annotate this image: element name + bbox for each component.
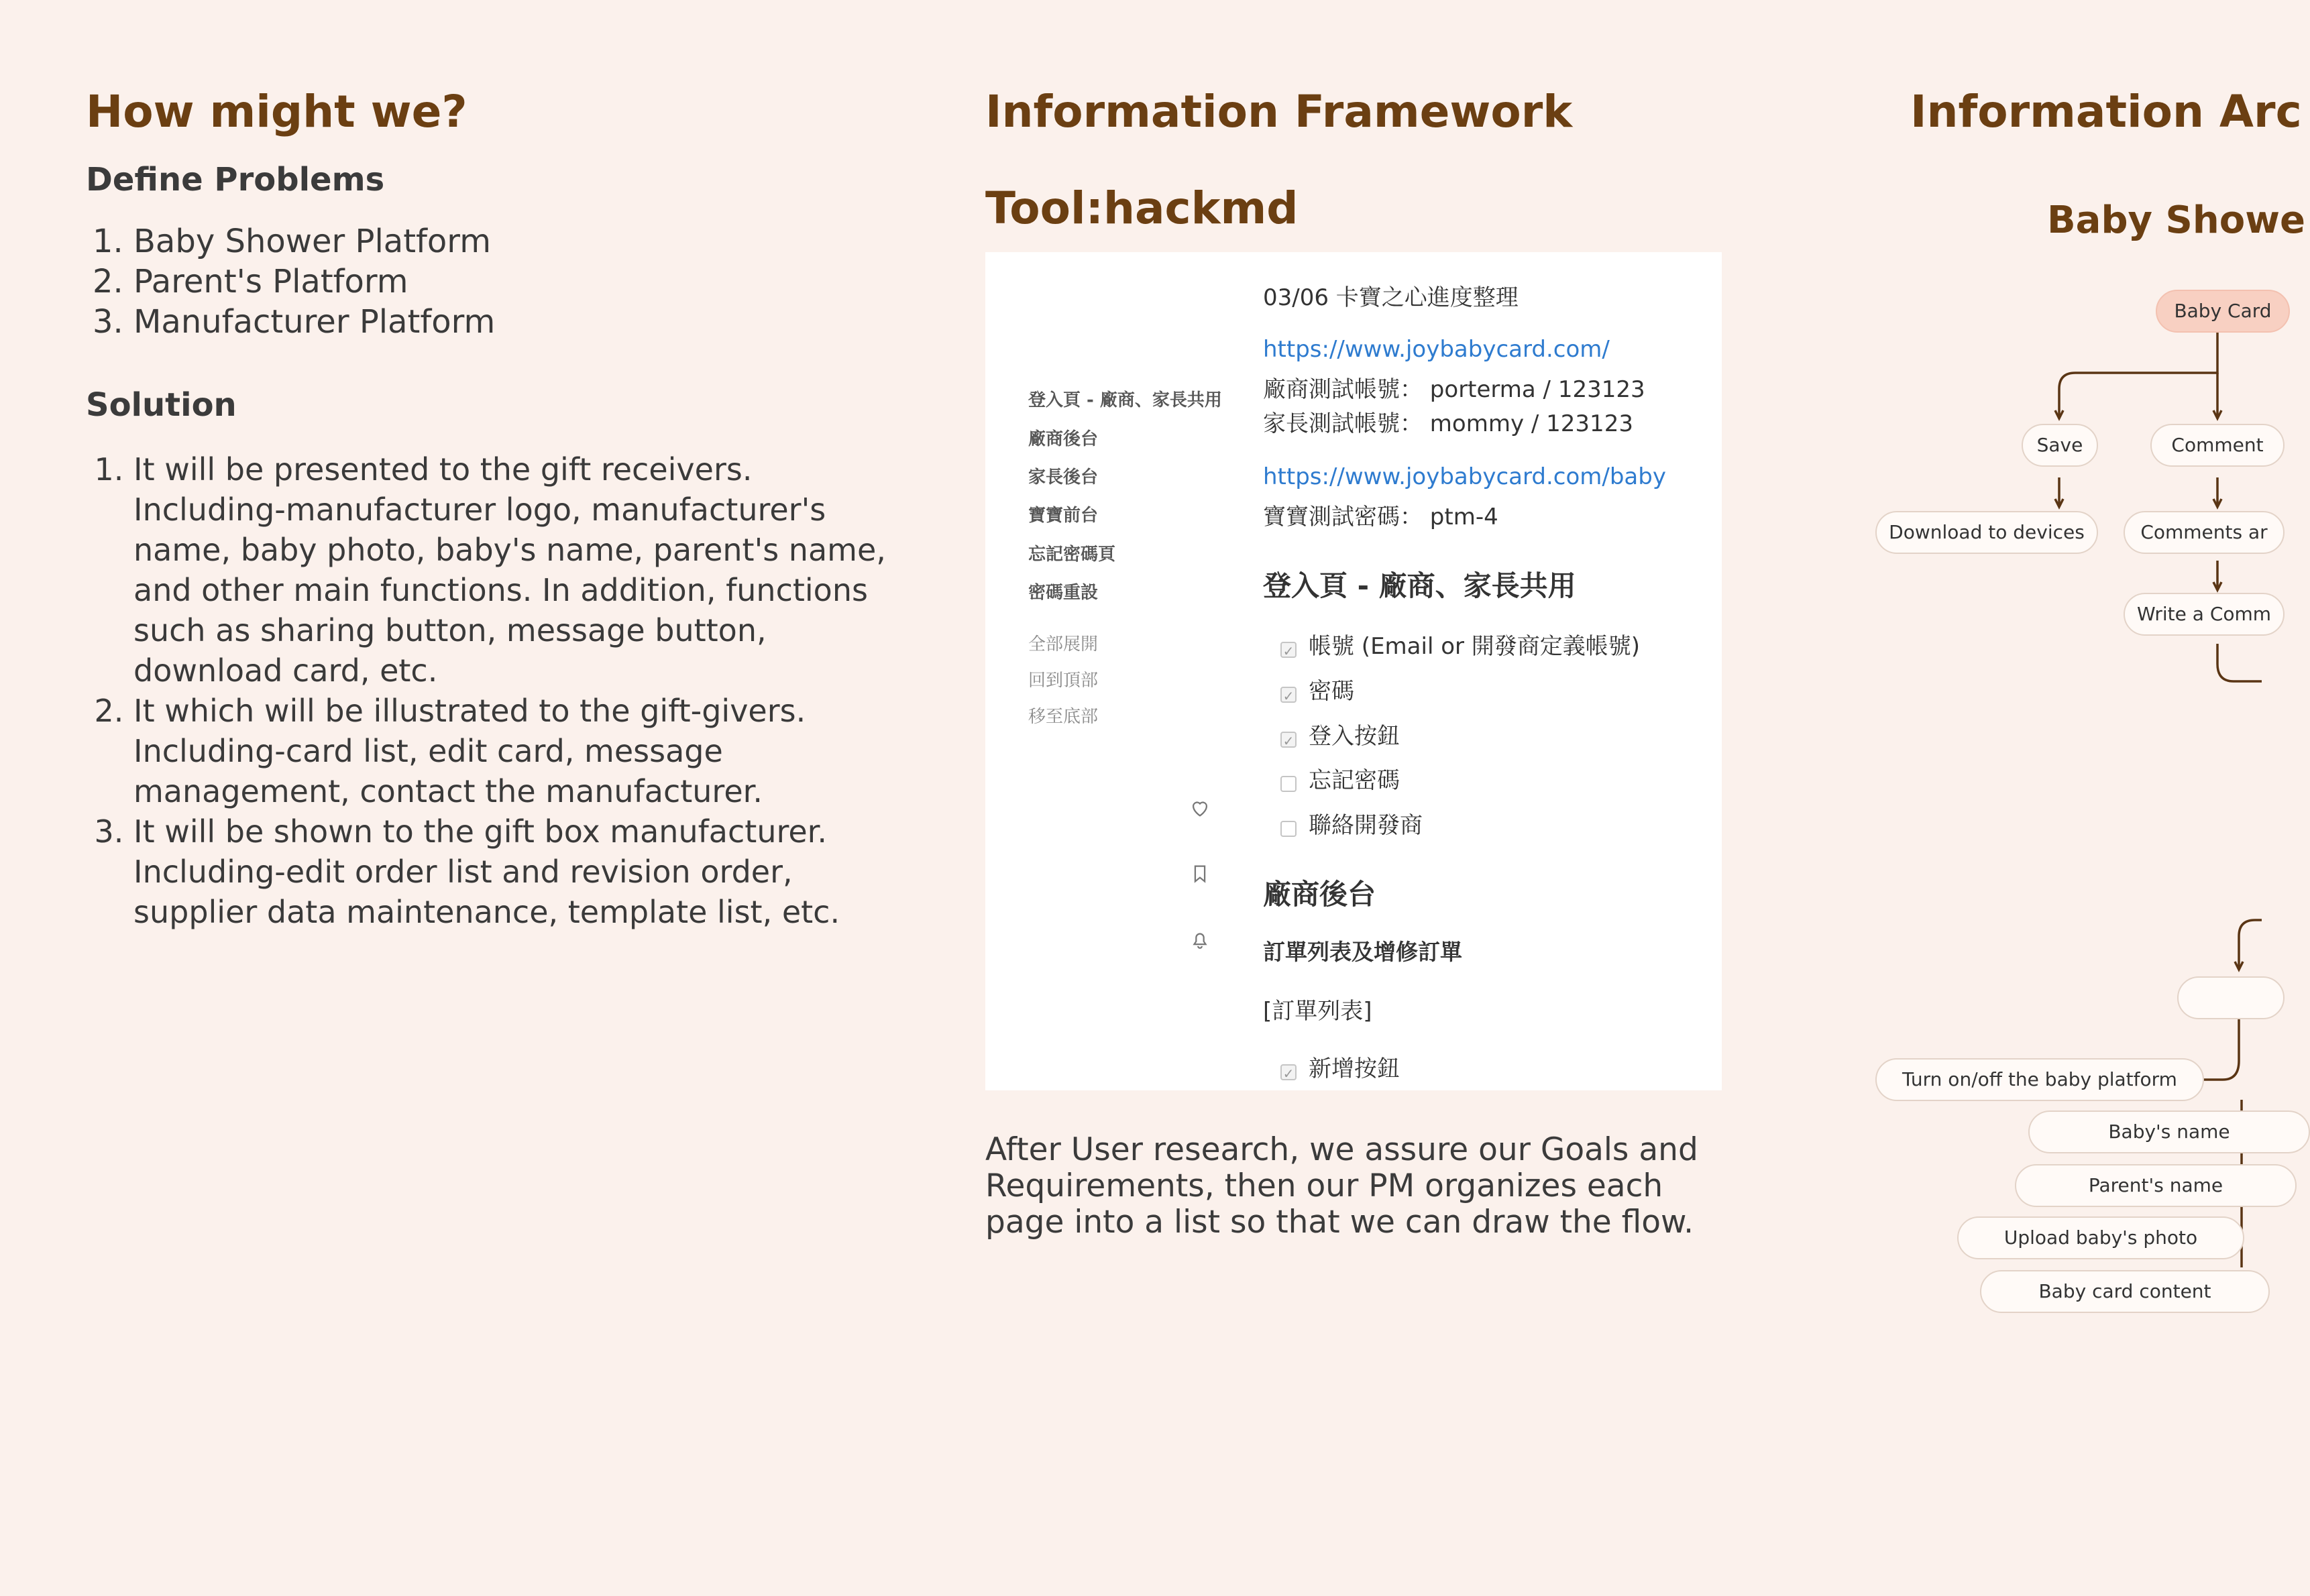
solution-item: 1. It will be presented to the gift receivers. Including-manufacturer logo, manufacturer's name, baby photo, baby's name, parent's name, and other main functions. In addition, functions such as sharing button, message button, download card, etc. (133, 449, 911, 691)
write-comment-node: Write a Comm (2124, 593, 2285, 636)
checklist-item: ✓ 帳號 (Email or 開發商定義帳號) (1280, 628, 1640, 661)
problem-item: 2. Parent's Platform (133, 262, 891, 302)
expand-all-link[interactable]: 全部展開 (1028, 634, 1099, 654)
checklist-item: ✓ 登入按鈕 (1280, 718, 1400, 750)
baby-card-node: Baby Card (2156, 290, 2290, 333)
joybabycard-baby-link[interactable]: https://www.joybabycard.com/baby (1263, 463, 1666, 490)
tool-label: Tool:hackmd (985, 182, 1299, 234)
download-node: Download to devices (1875, 511, 2098, 554)
comment-node: Comment (2150, 424, 2285, 467)
checklist-item: ✓ 新增按鈕 (1280, 1050, 1400, 1083)
toc-item[interactable]: 密碼重設 (1028, 583, 1099, 603)
unnamed-node (2177, 976, 2285, 1019)
login-section-heading: 登入頁 - 廠商、家長共用 (1263, 569, 1576, 602)
information-framework-title: Information Framework (985, 86, 1573, 137)
toc-item[interactable]: 家長後台 (1028, 467, 1099, 488)
parent-account: 家長測試帳號： mommy / 123123 (1263, 410, 1633, 437)
vendor-section-heading: 廠商後台 (1263, 878, 1376, 911)
toc-item[interactable]: 寶寶前台 (1028, 506, 1099, 526)
toc-item[interactable]: 廠商後台 (1028, 429, 1099, 449)
checkbox[interactable]: ✓ (1280, 642, 1297, 658)
save-node: Save (2022, 424, 2098, 467)
problem-item: 1. Baby Shower Platform (133, 221, 891, 262)
card-content-node: Baby card content (1980, 1270, 2270, 1313)
checklist-item: 忘記密碼 (1280, 762, 1400, 795)
back-to-top-link[interactable]: 回到頂部 (1028, 671, 1099, 691)
checkbox[interactable]: ✓ (1280, 732, 1297, 748)
checkbox[interactable]: ✓ (1280, 687, 1297, 703)
framework-caption: After User research, we assure our Goals and Requirements, then our PM organizes each page into a list so that we can draw the flow. (985, 1131, 1698, 1241)
define-problems-heading: Define Problems (86, 161, 385, 198)
information-architecture-title: Information Arc (1910, 86, 2302, 137)
toc-item[interactable]: 登入頁 - 廠商、家長共用 (1028, 390, 1222, 410)
doc-title: 03/06 卡寶之心進度整理 (1263, 284, 1519, 311)
checklist-item: 聯絡開發商 (1280, 807, 1423, 840)
baby-shower-subtitle: Baby Showe (2047, 198, 2305, 242)
problem-item: 3. Manufacturer Platform (133, 302, 891, 342)
order-list-label: [訂單列表] (1263, 998, 1372, 1025)
order-subsection-heading: 訂單列表及增修訂單 (1263, 939, 1462, 965)
joybabycard-link[interactable]: https://www.joybabycard.com/ (1263, 336, 1610, 363)
how-might-we-title: How might we? (86, 86, 468, 137)
vendor-account: 廠商測試帳號： porterma / 123123 (1263, 376, 1645, 403)
parent-name-node: Parent's name (2015, 1164, 2297, 1207)
solution-item: 3. It will be shown to the gift box manufacturer. Including-edit order list and revision order, supplier data maintenance, template list, etc. (133, 811, 911, 932)
upload-photo-node: Upload baby's photo (1957, 1216, 2244, 1259)
solution-item: 2. It which will be illustrated to the gift-givers. Including-card list, edit card, message management, contact the manufacturer. (133, 691, 911, 811)
go-to-bottom-link[interactable]: 移至底部 (1028, 707, 1099, 727)
toc-item[interactable]: 忘記密碼頁 (1028, 545, 1116, 565)
turn-on-off-node: Turn on/off the baby platform (1875, 1058, 2204, 1101)
checkbox[interactable]: ✓ (1280, 1064, 1297, 1080)
baby-password: 寶寶測試密碼： ptm-4 (1263, 504, 1498, 530)
checklist-item: ✓ 密碼 (1280, 673, 1354, 705)
comments-node: Comments ar (2124, 511, 2285, 554)
solution-heading: Solution (86, 386, 237, 424)
baby-name-node: Baby's name (2028, 1110, 2310, 1153)
